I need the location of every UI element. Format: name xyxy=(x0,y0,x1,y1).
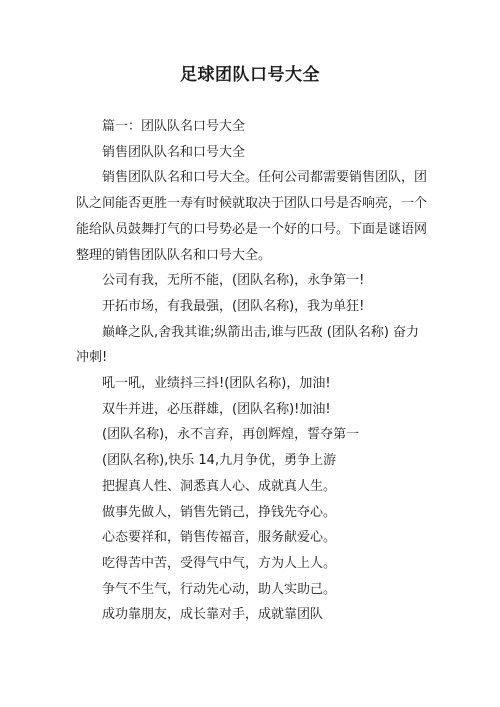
document-title: 足球团队口号大全 xyxy=(180,65,320,85)
document-body xyxy=(76,114,428,628)
paragraph: 成功靠朋友，成长靠对手，成就靠团队 xyxy=(102,607,324,623)
paragraph: 销售团队队名和口号大全 xyxy=(102,144,246,160)
paragraph: 销售团队队名和口号大全。任何公司都需要销售团队，团队之间能否更胜一寿有时候就取决于团队口号是否响亮，一个能给队员鼓舞打气的口号势必是一个好的口号。下面是谜语网整理的销售团队队名和口号大全。 xyxy=(76,170,428,263)
paragraph: 把握真人性、洞悉真人心、成就真人生。 xyxy=(102,478,337,494)
paragraph: 心态要祥和，销售传福音，服务献爱心。 xyxy=(102,530,337,546)
paragraph: 做事先做人，销售先销己，挣钱先夺心。 xyxy=(102,504,337,520)
paragraph: 吃得苦中苦，受得气中气，方为人上人。 xyxy=(102,555,337,571)
paragraph: 巅峰之队,舍我其谁;纵箭出击,谁与匹敌 (团队名称) 奋力冲刺! xyxy=(76,324,420,366)
paragraph: (团队名称),快乐 14,九月争优，勇争上游 xyxy=(102,453,337,469)
paragraph: 开拓市场，有我最强，(团队名称)，我为单狂! xyxy=(102,298,365,314)
paragraph: 篇一：团队队名口号大全 xyxy=(102,119,246,134)
paragraph: 吼一吼，业绩抖三抖!(团队名称)，加油! xyxy=(102,376,331,392)
paragraph: (团队名称)，永不言弃，再创辉煌，誓夺第一 xyxy=(102,427,360,443)
paragraph: 双牛并进，必压群雄，(团队名称)!加油! xyxy=(102,401,331,417)
paragraph: 公司有我，无所不能，(团队名称)，永争第一! xyxy=(102,273,365,289)
paragraph: 争气不生气，行动先心动，助人实助己。 xyxy=(102,581,337,597)
